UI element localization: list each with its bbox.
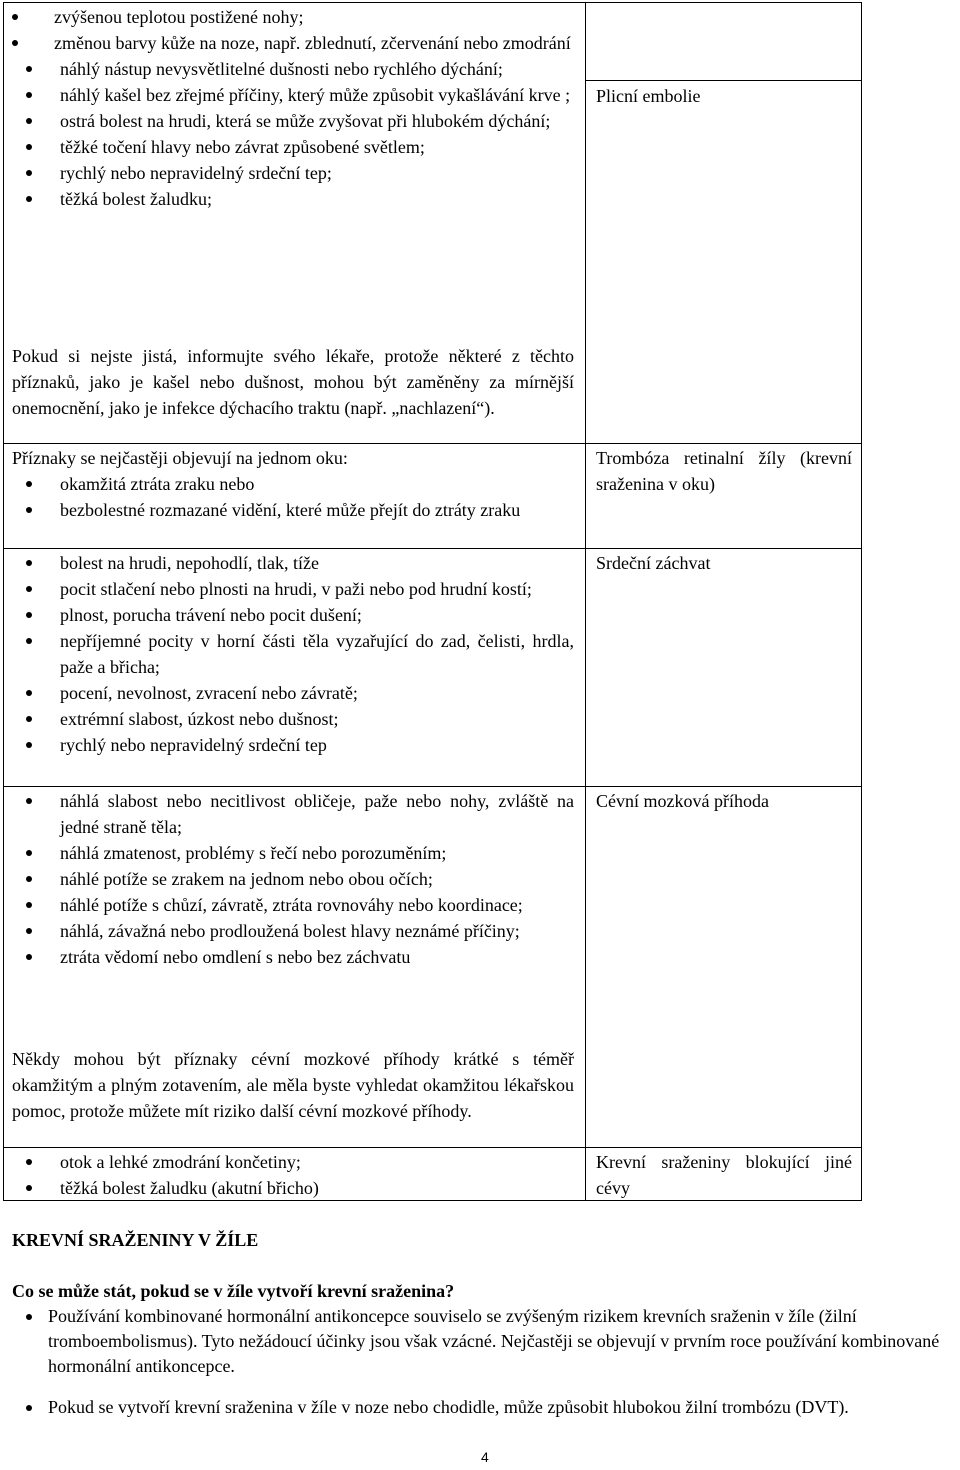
list-item: bolest na hrudi, nepohodlí, tlak, tíže	[12, 550, 574, 576]
row-1-note	[12, 343, 574, 421]
list-item: otok a lehké zmodrání končetiny;	[12, 1149, 574, 1175]
list-item: náhlá slabost nebo necitlivost obličeje, paže nebo nohy, zvláště na jedné straně těla;	[12, 788, 574, 840]
list-item: Pokud se vytvoří krevní sraženina v žíle v noze nebo chodidle, může způsobit hlubokou žilní trombózu (DVT).	[12, 1395, 958, 1420]
list-item: pocení, nevolnost, zvracení nebo závratě;	[12, 680, 574, 706]
list-item: náhlé potíže se zrakem na jednom nebo obou očích;	[12, 866, 574, 892]
condition-label: Cévní mozková příhoda	[596, 791, 769, 811]
section-heading: KREVNÍ SRAŽENINY V ŽÍLE	[12, 1230, 259, 1250]
list-item: Používání kombinované hormonální antikoncepce souviselo se zvýšeným rizikem krevních sraženin v žíle (žilní tromboembolismus). Tyto nežádoucí účinky jsou však vzácné. Nejčastěji se objevují v prvním roce používání kombinované hormonální antikoncepce.	[12, 1304, 958, 1379]
table-border-divider	[585, 2, 586, 1201]
list-item: náhlý nástup nevysvětlitelné dušnosti nebo rychlého dýchání;	[12, 56, 574, 82]
symptom-list	[12, 788, 574, 970]
list-item: těžké točení hlavy nebo závrat způsobené světlem;	[12, 134, 574, 160]
table-border-right	[861, 2, 862, 1201]
intro-text: Příznaky se nejčastěji objevují na jednom oku:	[12, 448, 348, 468]
symptom-list	[12, 471, 574, 523]
list-item: náhlé potíže s chůzí, závratě, ztráta rovnováhy nebo koordinace;	[12, 892, 574, 918]
list-item: bezbolestné rozmazané vidění, které může přejít do ztráty zraku	[12, 497, 574, 523]
list-item: rychlý nebo nepravidelný srdeční tep;	[12, 160, 574, 186]
list-item: náhlá zmatenost, problémy s řečí nebo porozuměním;	[12, 840, 574, 866]
info-list	[12, 1304, 958, 1420]
condition-text: Krevní sraženiny blokující jiné cévy	[596, 1152, 852, 1198]
table-border-top	[3, 2, 862, 3]
right-cell-top-rule	[585, 80, 862, 81]
list-item: rychlý nebo nepravidelný srdeční tep	[12, 732, 574, 758]
row-2-left-cell	[12, 445, 574, 523]
condition-label	[596, 445, 852, 497]
list-item: ostrá bolest na hrudi, která se může zvyšovat při hlubokém dýchání;	[12, 108, 574, 134]
row-divider-4	[3, 1147, 862, 1148]
condition-label: Plicní embolie	[596, 86, 701, 106]
list-item: extrémní slabost, úzkost nebo dušnost;	[12, 706, 574, 732]
list-item: ztráta vědomí nebo omdlení s nebo bez záchvatu	[12, 944, 574, 970]
list-item: těžká bolest žaludku;	[12, 186, 574, 212]
symptom-list	[12, 56, 574, 212]
symptom-list	[12, 1149, 574, 1201]
row-divider-2	[3, 548, 862, 549]
note-paragraph: Pokud si nejste jistá, informujte svého lékaře, protože některé z těchto příznaků, jako je kašel nebo dušnost, mohou být zaměněny za mírnější onemocnění, jako je infekce dýchacího traktu (např. „nachlazení“).	[12, 346, 574, 418]
list-item: zvýšenou teplotou postižené nohy;	[12, 4, 574, 30]
section-question: Co se může stát, pokud se v žíle vytvoří krevní sraženina?	[12, 1281, 455, 1301]
note-paragraph: Někdy mohou být příznaky cévní mozkové příhody krátké s téměř okamžitým a plným zotavením, ale měla byste vyhledat okamžitou lékařskou pomoc, protože můžete mít riziko další cévní mozkové příhody.	[12, 1049, 574, 1121]
row-1-left-cell	[12, 4, 574, 212]
row-4-note	[12, 1046, 574, 1124]
section-bullets	[12, 1304, 958, 1420]
page-number: 4	[481, 1449, 489, 1465]
condition-label: Srdeční záchvat	[596, 553, 711, 573]
list-item: pocit stlačení nebo plnosti na hrudi, v paži nebo pod hrudní kostí;	[12, 576, 574, 602]
row-4-left-cell	[12, 788, 574, 970]
row-divider-3	[3, 786, 862, 787]
row-divider-1	[3, 443, 862, 444]
list-item: náhlá, závažná nebo prodloužená bolest hlavy neznámé příčiny;	[12, 918, 574, 944]
condition-label	[596, 1149, 852, 1201]
table-border-left	[3, 2, 4, 1201]
list-item: změnou barvy kůže na noze, např. zblednutí, zčervenání nebo zmodrání	[12, 30, 574, 56]
list-item: těžká bolest žaludku (akutní břicho)	[12, 1175, 574, 1201]
list-item: nepříjemné pocity v horní části těla vyzařující do zad, čelisti, hrdla, paže a břicha;	[12, 628, 574, 680]
list-item: okamžitá ztráta zraku nebo	[12, 471, 574, 497]
row-5-left-cell	[12, 1149, 574, 1201]
list-item: náhlý kašel bez zřejmé příčiny, který může způsobit vykašlávání krve ;	[12, 82, 574, 108]
symptom-list	[12, 550, 574, 758]
row-3-left-cell	[12, 550, 574, 758]
condition-text: Trombóza retinalní žíly (krevní sraženina v oku)	[596, 448, 852, 494]
list-item: plnost, porucha trávení nebo pocit dušení;	[12, 602, 574, 628]
sub-symptom-list	[12, 4, 574, 56]
